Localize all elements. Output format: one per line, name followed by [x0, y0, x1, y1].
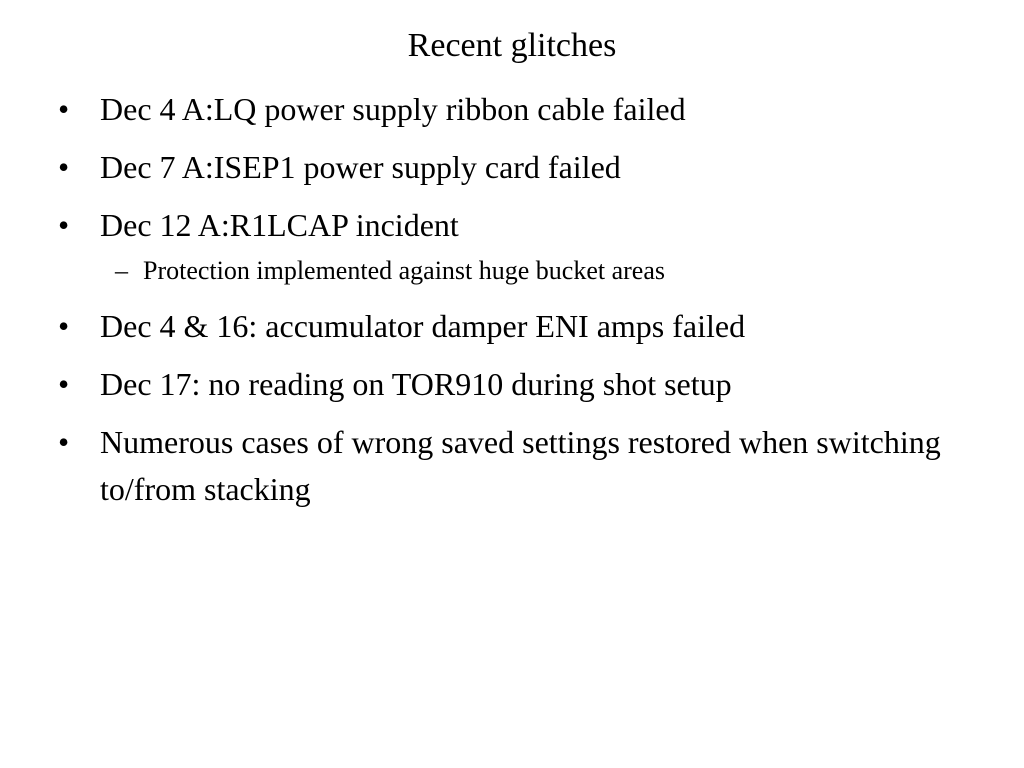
bullet-item [58, 144, 978, 191]
bullet-marker: • [58, 424, 70, 460]
bullet-text: Dec 7 A:ISEP1 power supply card failed [100, 149, 621, 185]
bullet-text: Dec 4 & 16: accumulator damper ENI amps failed [100, 308, 746, 344]
bullet-text: Numerous cases of wrong saved settings restored when switching to/from stacking [100, 424, 941, 507]
bullet-marker: • [58, 207, 70, 243]
bullet-marker: • [58, 308, 70, 344]
bullet-item [58, 361, 978, 408]
bullet-text: Dec 4 A:LQ power supply ribbon cable failed [100, 91, 686, 127]
bullet-list [58, 86, 978, 524]
bullet-marker: • [58, 149, 70, 185]
slide-title: Recent glitches [407, 27, 617, 64]
bullet-text: Dec 12 A:R1LCAP incident [100, 207, 459, 243]
sub-bullet-item [115, 254, 978, 288]
sub-bullet-text: Protection implemented against huge bucket areas [143, 256, 665, 285]
bullet-item [58, 419, 978, 513]
bullet-item [58, 86, 978, 133]
bullet-item [58, 202, 978, 249]
bullet-text: Dec 17: no reading on TOR910 during shot setup [100, 366, 732, 402]
sub-bullet-marker: – [115, 256, 128, 285]
bullet-marker: • [58, 366, 70, 402]
bullet-marker: • [58, 91, 70, 127]
bullet-item [58, 303, 978, 350]
